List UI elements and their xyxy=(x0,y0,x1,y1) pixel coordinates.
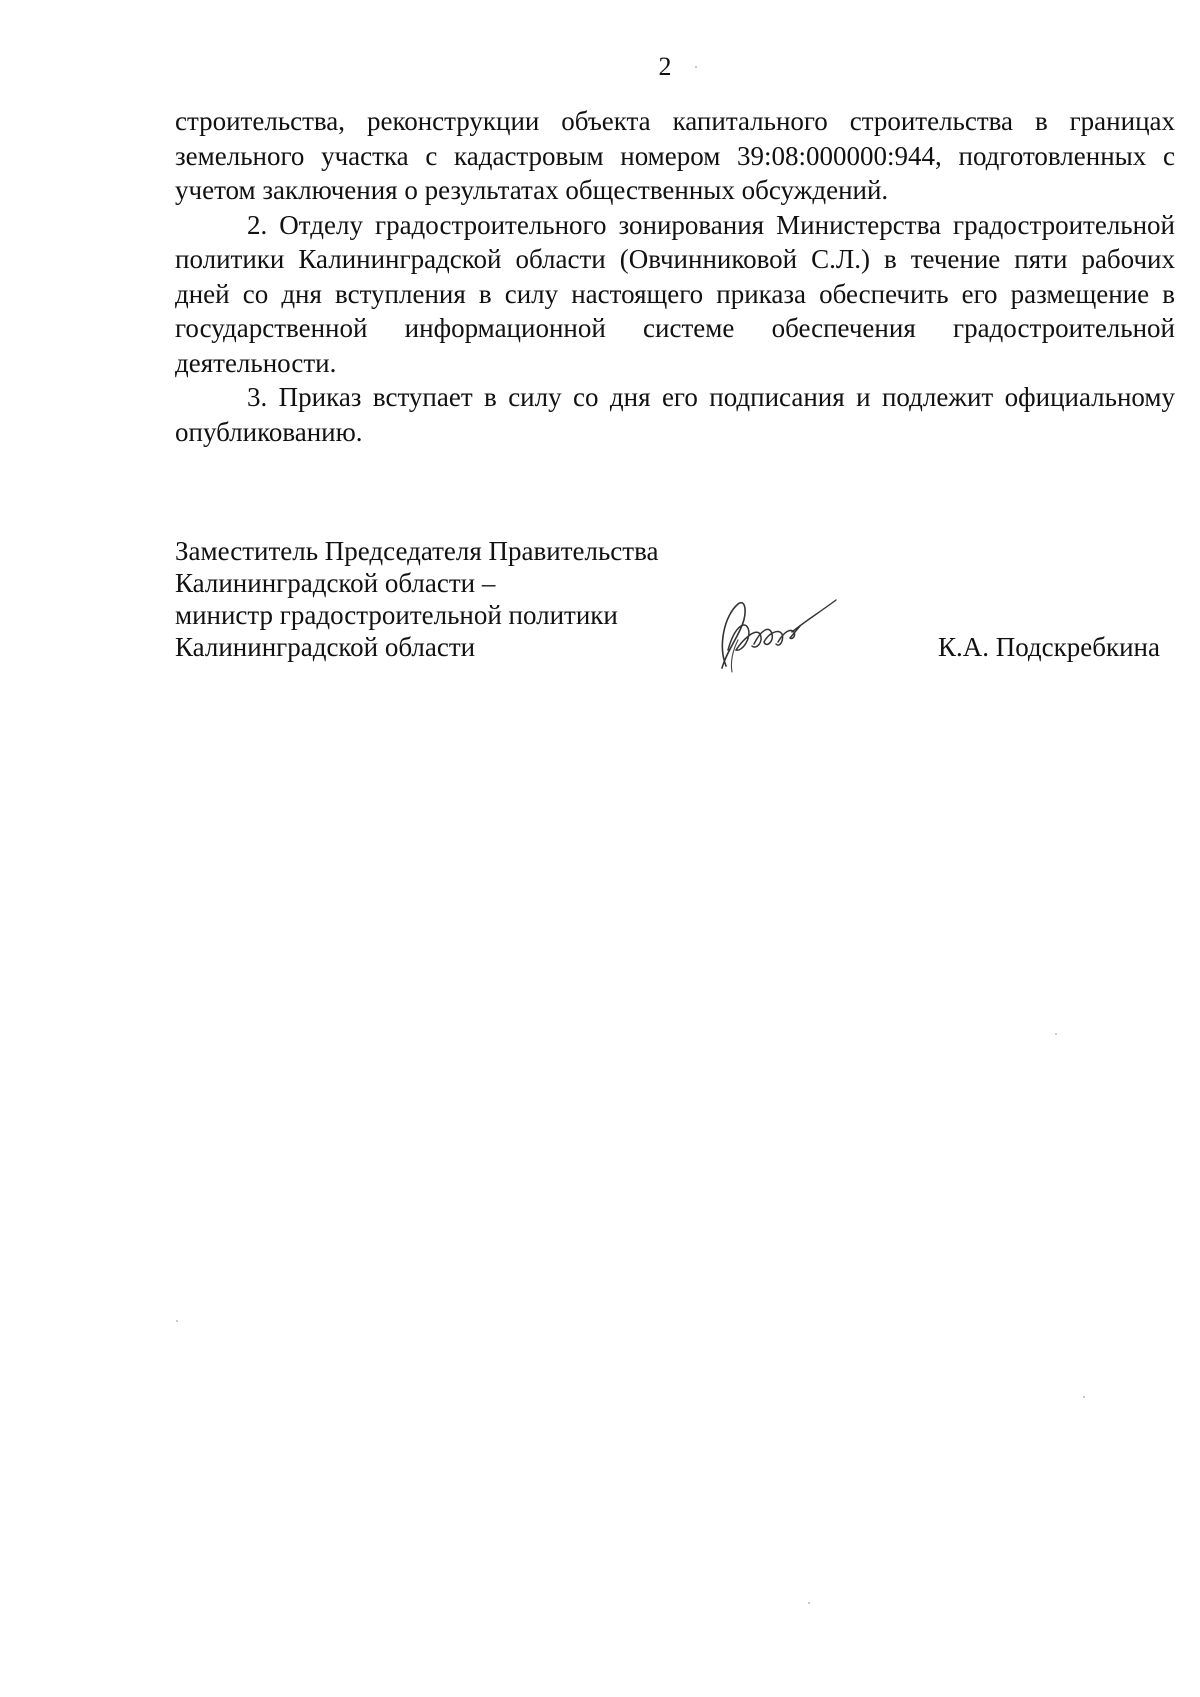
paragraph-item-2: 2. Отделу градостроительного зонирования Министерства градостроительной политики Калининградской области (Овчинниковой С.Л.) в течение пяти рабочих дней со дня вступления в силу настоящего приказа обеспечить его размещение в государственной информационной системе обеспечения градостроительной деятельности. xyxy=(175,209,1175,378)
signatory-title-line: министр градостроительной политики xyxy=(175,600,618,630)
paragraph-continuation: строительства, реконструкции объекта капитального строительства в границах земельного участка с кадастровым номером 39:08:000000:944, подготовленных с учетом заключения о результатах общественных обсуждений. xyxy=(175,106,1175,205)
paragraph-item-3: 3. Приказ вступает в силу со дня его подписания и подлежит официальному опубликованию. xyxy=(175,382,1175,447)
document-body xyxy=(175,104,1175,449)
signatory-title-line: Калининградской области – xyxy=(175,568,496,598)
scan-speck xyxy=(176,1320,178,1322)
scan-speck xyxy=(1083,1396,1085,1398)
signatory-name: К.А. Подскребкина xyxy=(937,632,1160,662)
signatory-title-line: Заместитель Председателя Правительства xyxy=(175,536,659,566)
scan-speck xyxy=(1055,1033,1057,1035)
scan-speck xyxy=(695,66,697,68)
handwritten-signature xyxy=(704,588,844,678)
scan-speck xyxy=(808,1602,810,1604)
signatory-title-line: Калининградской области xyxy=(175,632,476,662)
signatory-title xyxy=(175,535,658,663)
page-number: 2 xyxy=(658,52,672,81)
